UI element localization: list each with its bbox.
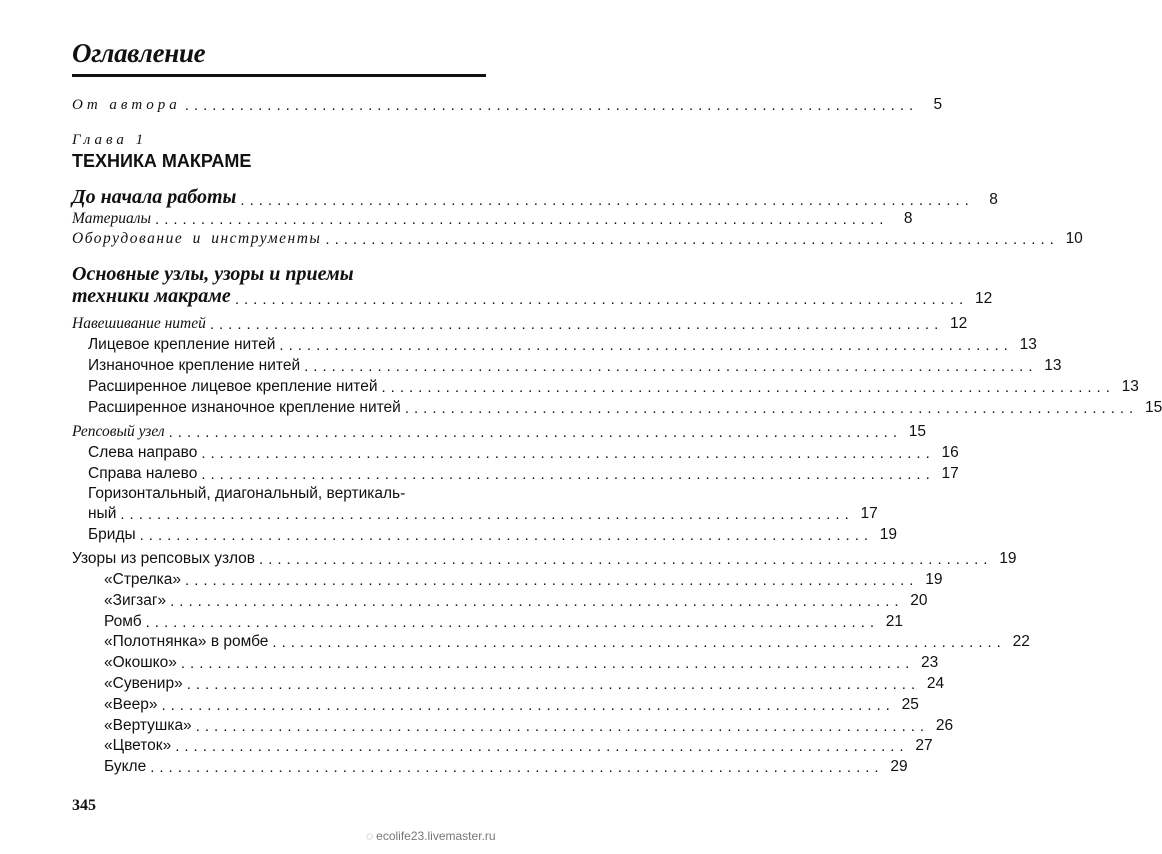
entry-page: 13 [1121, 378, 1139, 395]
entry-page: 13 [1019, 336, 1037, 353]
leader-dots: ................................................................................ [185, 572, 919, 589]
toc-section-main-knots [72, 285, 993, 308]
watermark-text: ecolife23.livemaster.ru [376, 829, 496, 843]
toc-section-before-work [72, 186, 998, 209]
entry-page: 8 [903, 210, 913, 227]
leader-dots: ................................................................................ [240, 192, 974, 209]
toc-subsection-patterns [72, 550, 1017, 568]
entry-label: «Полотнянка» в ромбе [104, 633, 269, 651]
entry-label: Расширенное изнаночное крепление нитей [88, 399, 401, 416]
entry-page: 24 [926, 675, 945, 692]
leader-dots: ................................................................................ [145, 613, 880, 631]
toc-entry [104, 612, 904, 631]
entry-page: 12 [974, 290, 993, 307]
toc-subsection-reps [72, 423, 927, 441]
subsection-title: Навешивание нитей [72, 315, 206, 332]
title-rule [72, 74, 486, 77]
leader-dots: ................................................................................ [161, 696, 895, 714]
leader-dots: ................................................................................ [279, 337, 1013, 354]
leader-dots: ................................................................................ [150, 759, 884, 777]
leader-dots: ................................................................................ [195, 717, 930, 735]
entry-label: Букле [104, 758, 147, 776]
toc-entry [88, 336, 1037, 354]
entry-label: Оборудование и инструменты [72, 230, 322, 247]
leader-dots: ................................................................................ [325, 231, 1059, 248]
toc-entry [104, 716, 954, 735]
leader-dots: ................................................................................ [234, 291, 969, 308]
entry-label: «Веер» [104, 695, 158, 713]
leader-dots: ................................................................................ [186, 676, 921, 693]
toc-entry [104, 758, 908, 777]
page-number: 345 [72, 797, 96, 814]
toc-entry [88, 378, 1139, 396]
entry-page: 22 [1012, 633, 1030, 651]
entry-page: 10 [1065, 230, 1083, 247]
leader-dots: ................................................................................ [259, 551, 993, 568]
section-title-line1: Основные узлы, узоры и приемы [72, 263, 354, 285]
leader-dots: ................................................................................ [180, 655, 915, 673]
entry-page: 29 [890, 758, 908, 776]
entry-label: Ромб [104, 612, 142, 630]
subsection-title: Узоры из репсовых узлов [72, 550, 256, 567]
leader-dots: ................................................................................ [155, 211, 889, 228]
toc-entry [72, 210, 913, 228]
leader-dots: ................................................................................ [209, 316, 944, 333]
entry-page: 15 [908, 423, 927, 440]
page-title: Оглавление [72, 38, 206, 68]
section-title-line2: техники макраме [72, 285, 231, 307]
entry-label: Лицевое крепление нитей [88, 336, 276, 353]
logo-icon: ◌ [366, 829, 374, 843]
chapter-title: ТЕХНИКА МАКРАМЕ [72, 151, 252, 171]
toc-entry [88, 399, 1162, 417]
leader-dots: ................................................................................ [381, 379, 1115, 396]
entry-page: 19 [879, 526, 898, 543]
entry-label: «Стрелка» [104, 571, 182, 588]
leader-dots: ................................................................................ [168, 424, 903, 441]
toc-entry [88, 357, 1062, 375]
subsection-title: Репсовый узел [72, 423, 165, 440]
entry-label: «Окошко» [104, 654, 177, 672]
toc-entry-preface [72, 96, 943, 114]
leader-dots: ................................................................................ [304, 358, 1038, 375]
entry-label: «Вертушка» [104, 716, 192, 734]
toc-entry [104, 737, 933, 756]
toc-entry [104, 675, 945, 693]
entry-page: 15 [1144, 399, 1162, 416]
leader-dots: ................................................................................ [170, 592, 904, 610]
entry-page: 23 [921, 654, 939, 672]
entry-label: «Зигзаг» [104, 591, 167, 609]
toc-subsection-hanging [72, 315, 968, 333]
toc-entry [72, 230, 1083, 248]
toc-entry [104, 633, 1030, 652]
toc-entry [104, 654, 939, 673]
toc-entry [104, 571, 943, 589]
entry-label-line1: Горизонтальный, диагональный, вертикаль- [88, 485, 406, 502]
entry-page: 8 [989, 191, 998, 208]
entry-page: 12 [950, 315, 968, 332]
toc-entry [88, 505, 878, 523]
entry-page: 25 [901, 695, 919, 713]
entry-label: Материалы [72, 210, 152, 227]
toc-entry [88, 526, 898, 544]
toc-entry [104, 591, 928, 610]
toc-entry [88, 444, 959, 462]
entry-label-line2: ный [88, 505, 117, 522]
leader-dots: ................................................................................ [120, 506, 854, 523]
entry-page: 19 [925, 571, 943, 588]
entry-label: «Сувенир» [104, 675, 183, 692]
entry-page: 27 [915, 737, 933, 755]
entry-label: «Цветок» [104, 737, 172, 755]
entry-page: 17 [860, 505, 878, 522]
toc-entry [88, 465, 959, 483]
entry-label: Бриды [88, 526, 136, 543]
toc-entry [104, 695, 919, 714]
entry-label: От автора [72, 97, 181, 113]
entry-page: 26 [935, 716, 954, 734]
leader-dots: ................................................................................ [139, 527, 874, 544]
entry-label: Справа налево [88, 465, 198, 482]
leader-dots: ................................................................................ [272, 634, 1006, 652]
leader-dots: ................................................................................ [184, 97, 919, 114]
section-title: До начала работы [72, 186, 237, 208]
entry-page: 5 [933, 96, 943, 113]
entry-label: Расширенное лицевое крепление нитей [88, 378, 378, 395]
entry-page: 13 [1044, 357, 1062, 374]
leader-dots: ................................................................................ [404, 400, 1139, 417]
entry-label: Изнаночное крепление нитей [88, 357, 301, 374]
leader-dots: ................................................................................ [175, 738, 909, 756]
entry-page: 21 [885, 612, 904, 630]
chapter-label: Глава 1 [72, 132, 148, 148]
watermark [366, 829, 496, 843]
entry-page: 16 [941, 444, 959, 461]
leader-dots: ................................................................................ [201, 466, 935, 483]
entry-page: 17 [941, 465, 959, 482]
entry-label: Слева направо [88, 444, 198, 461]
entry-page: 19 [999, 550, 1017, 567]
entry-page: 20 [910, 591, 928, 609]
leader-dots: ................................................................................ [201, 445, 935, 462]
